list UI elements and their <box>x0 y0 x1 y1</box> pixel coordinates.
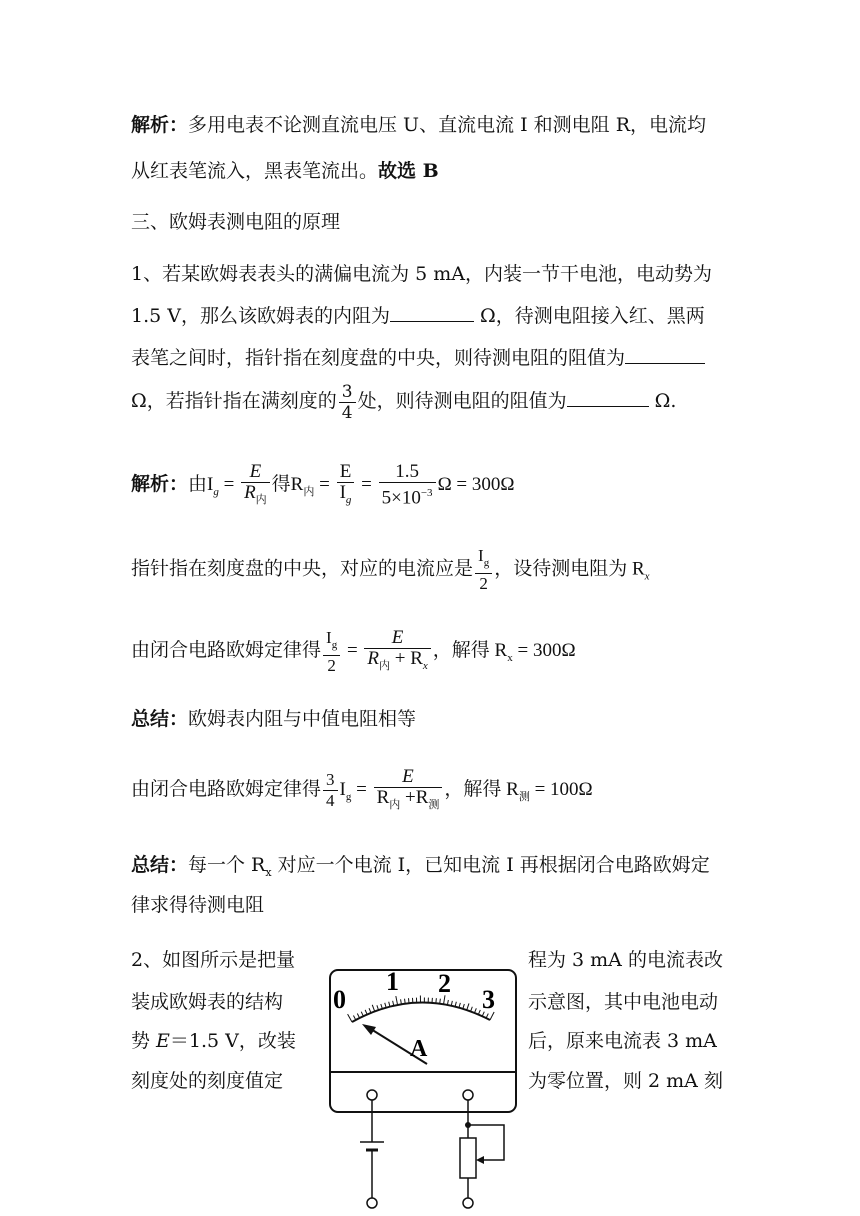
eq-sub: 内 <box>303 486 315 498</box>
fraction-ig-over-2 <box>323 628 340 676</box>
eq-text: R <box>244 481 256 503</box>
fraction-e-over-ig <box>337 462 355 510</box>
summary-label: 总结： <box>131 708 189 730</box>
q2-text: E <box>156 1030 170 1052</box>
eq-text: R <box>376 786 390 808</box>
numerator <box>323 628 340 656</box>
section-title: 三、欧姆表测电阻的原理 <box>131 211 341 233</box>
answer-blank-2[interactable] <box>625 345 705 364</box>
question-2-line-4-left: 刻度处的刻度值定 <box>131 1070 284 1092</box>
question-2-line-3-left <box>131 1028 296 1054</box>
analysis-1-text-2: 从红表笔流入，黑表笔流出。 <box>131 160 379 182</box>
summary-label: 总结： <box>131 854 189 876</box>
q2-text: 势 <box>131 1030 157 1052</box>
summary-text: 对应一个电流 I，已知电流 I 再根据闭合电路欧姆定 <box>271 854 710 876</box>
exponent: −3 <box>420 487 433 500</box>
q1-text: 处，则待测电阻的阻值为 <box>357 390 567 412</box>
eq-sub: x <box>644 570 650 583</box>
question-2-line-1-left: 2、如图所示是把量 <box>131 949 296 971</box>
fraction-3-over-4 <box>323 770 338 811</box>
step-text: 由闭合电路欧姆定律得 <box>131 640 322 661</box>
eq-sub: g <box>213 486 219 498</box>
fraction-numeric <box>379 462 436 508</box>
q1-text: Ω. <box>648 390 677 412</box>
ohmmeter-diagram <box>322 962 522 1216</box>
question-1-line-4 <box>131 381 676 423</box>
eq-text: I <box>478 546 484 565</box>
eq-sub: 测 <box>428 798 440 811</box>
step-text: 由闭合电路欧姆定律得 <box>131 779 322 800</box>
q2-text: ＝1.5 V，改装 <box>169 1030 296 1052</box>
scale-label-2: 2 <box>438 969 451 998</box>
q1-text: 1.5 V，那么该欧姆表的内阻为 <box>131 305 390 327</box>
numerator <box>475 546 492 574</box>
eq-sub: g <box>483 557 490 569</box>
step-text: = 100Ω <box>529 779 593 800</box>
eq-sub: x <box>507 652 513 664</box>
analysis-label: 解析： <box>131 114 189 136</box>
summary-text: 每一个 R <box>188 854 266 876</box>
question-2-line-4-right: 为零位置，则 2 mA 刻 <box>528 1070 723 1092</box>
analysis-1-line-1 <box>131 112 706 138</box>
eq-sub: 内 <box>255 493 267 506</box>
eq-text: + R <box>390 647 423 669</box>
analysis-1-text-1: 多用电表不论测直流电压 U、直流电流 I 和测电阻 R，电流均 <box>188 114 706 136</box>
eq-sub: x <box>265 866 272 879</box>
denominator <box>364 649 430 676</box>
denominator <box>379 483 436 508</box>
answer-text: 故选 B <box>378 160 439 182</box>
eq-text: = <box>218 474 240 495</box>
fraction-e-over-r <box>241 462 270 510</box>
numerator: E <box>364 628 430 649</box>
scale-label-1: 1 <box>386 967 399 996</box>
fraction-ig-over-2 <box>475 546 492 594</box>
eq-text: Ω = 300Ω <box>437 474 515 495</box>
eq-text: = <box>356 474 377 495</box>
numerator: E <box>241 462 270 483</box>
probe-terminal-left <box>367 1198 377 1208</box>
eq-text: = <box>314 474 335 495</box>
step-text: ，设待测电阻为 R <box>494 558 645 580</box>
answer-blank-1[interactable] <box>390 303 474 322</box>
numerator: 3 <box>323 770 338 791</box>
eq-text: 5×10 <box>381 487 421 509</box>
eq-text: I <box>339 779 346 800</box>
eq-text: 由I <box>188 474 214 495</box>
q1-text: Ω，若指针指在满刻度的 <box>131 390 337 412</box>
denominator: 2 <box>479 574 488 593</box>
q1-text: Ω，待测电阻接入红、黑两 <box>473 305 705 327</box>
scale-tick <box>408 998 409 1003</box>
scale-tick <box>405 999 406 1004</box>
step-text: 指针指在刻度盘的中央，对应的电流应是 <box>131 558 474 580</box>
analysis-2-equation <box>131 461 515 516</box>
step-3: 由闭合电路欧姆定律得 $\frac{I_g}{2}$ = $\frac{E}{R_内 + R_x}$ ，解得 $R_x = 300\Omega$ <box>131 626 576 675</box>
eq-sub: 内 <box>379 659 391 672</box>
question-1-line-1: 1、若某欧姆表表头的满偏电流为 5 mA，内装一节干电池，电动势为 <box>131 263 712 285</box>
summary-2-line-2: 律求得待测电阻 <box>131 894 265 916</box>
step-2 <box>131 546 650 598</box>
denominator: 2 <box>327 655 336 675</box>
step-text: = 300Ω <box>512 640 576 661</box>
terminal-right <box>463 1090 473 1100</box>
numerator: E <box>374 767 443 788</box>
eq-text: 得R <box>271 474 304 495</box>
numerator: 1.5 <box>379 462 436 483</box>
step-text: ，解得 R <box>444 779 519 800</box>
eq-sub: 测 <box>518 791 530 803</box>
rheostat-slider-arrow <box>476 1156 484 1164</box>
probe-terminal-right <box>463 1198 473 1208</box>
step-text: ，解得 R <box>432 640 508 661</box>
answer-blank-3[interactable] <box>567 388 649 407</box>
denominator: 4 <box>326 791 335 811</box>
question-2-line-2-left: 装成欧姆表的结构 <box>131 991 284 1013</box>
eq-text: R <box>367 647 380 669</box>
q1-text: 表笔之间时，指针指在刻度盘的中央，则待测电阻的阻值为 <box>131 347 626 369</box>
denominator <box>374 788 443 815</box>
denominator: $I_g$ <box>339 481 352 506</box>
question-1-line-2 <box>131 303 705 329</box>
eq-text: I <box>326 627 332 647</box>
fraction-numerator: 3 <box>339 382 356 403</box>
scale-label-0: 0 <box>333 985 346 1014</box>
analysis-1-line-2 <box>131 158 439 184</box>
eq-sub: 内 <box>389 798 401 811</box>
numerator: E <box>337 462 355 483</box>
scale-label-3: 3 <box>482 985 495 1014</box>
summary-1 <box>131 706 416 732</box>
fraction-denominator: 4 <box>341 402 353 423</box>
terminal-left <box>367 1090 377 1100</box>
fraction-e-over-sum <box>364 628 430 676</box>
summary-2-line-1 <box>131 852 710 886</box>
eq-sub: x <box>422 659 428 672</box>
eq-text: +R <box>400 786 429 808</box>
step-4: 由闭合电路欧姆定律得 $\frac{3}{4}$ $I_g$ = $\frac{E}{R_内 +R_测}$ ，解得 $R_测 = 100\Omega$ <box>131 766 593 821</box>
denominator <box>241 483 270 510</box>
scale-tick <box>440 999 441 1004</box>
meter-letter: A <box>410 1036 428 1062</box>
question-2-line-3-right: 后，原来电流表 3 mA <box>528 1030 717 1052</box>
question-1-line-3 <box>131 345 705 371</box>
summary-text: 欧姆表内阻与中值电阻相等 <box>188 708 417 730</box>
question-2-line-2-right: 示意图，其中电池电动 <box>528 991 719 1013</box>
eq-sub: g <box>331 638 338 651</box>
eq-sub: g <box>345 791 352 803</box>
fraction-e-over-sum <box>374 767 443 815</box>
question-2-line-1-right: 程为 3 mA 的电流表改 <box>528 949 723 971</box>
analysis-label: 解析： <box>131 474 189 495</box>
eq-sub: g <box>345 493 352 506</box>
fraction-3-4 <box>339 382 356 423</box>
scale-tick <box>436 998 437 1003</box>
rheostat <box>460 1138 476 1178</box>
